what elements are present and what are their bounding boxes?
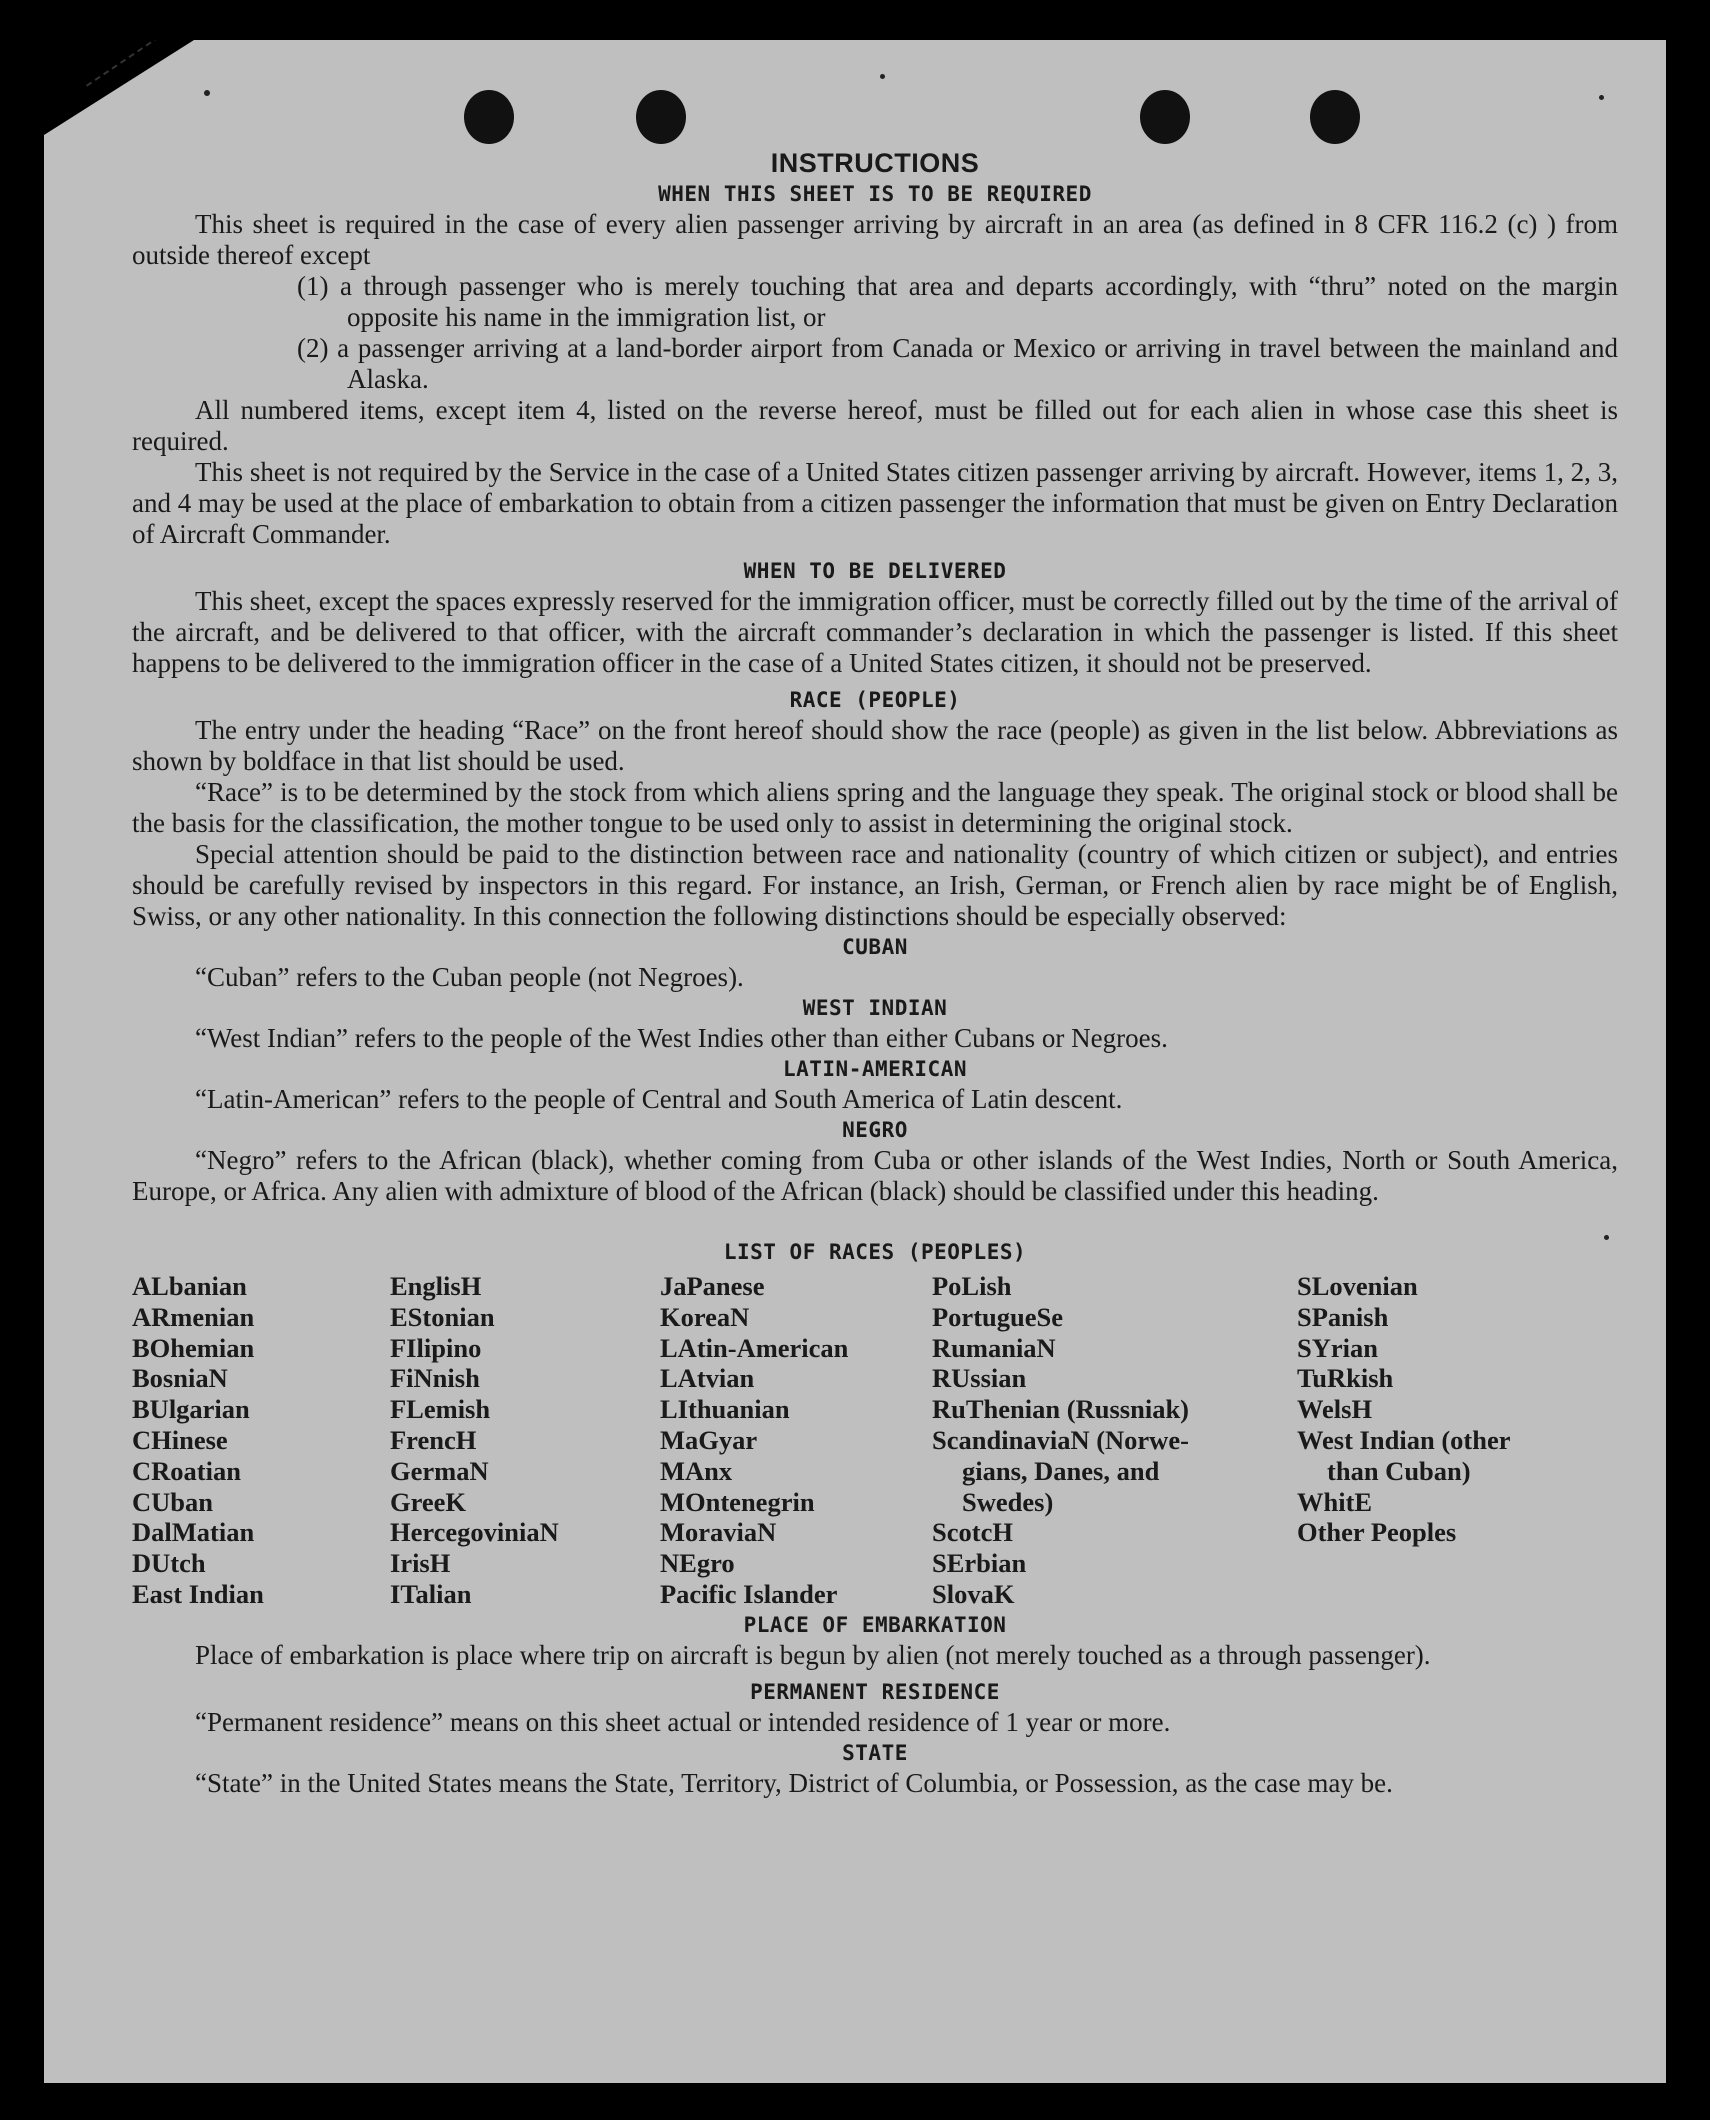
race-entry: SPanish — [1297, 1301, 1389, 1332]
race-entry: Other Peoples — [1297, 1517, 1457, 1548]
race-column — [390, 1271, 660, 1610]
section-title-delivered: WHEN TO BE DELIVERED — [743, 559, 1007, 583]
paragraph: “Permanent residence” means on this sheet actual or intended residence of 1 year or more. — [195, 1706, 1171, 1737]
race-entry: FLemish — [390, 1394, 491, 1425]
section-title-latin-american: LATIN-AMERICAN — [782, 1057, 967, 1081]
paragraph: All numbered items, except item 4, listed on the reverse hereof, must be filled out for each alien in whose case this sheet is required. — [132, 395, 1618, 456]
race-entry: CUban — [132, 1486, 214, 1517]
race-entry: IrisH — [390, 1548, 451, 1579]
race-entry: DUtch — [132, 1548, 206, 1579]
race-entry: BOhemian — [132, 1332, 255, 1363]
race-entry: NEgro — [660, 1548, 735, 1579]
race-entry: SErbian — [932, 1548, 1027, 1579]
race-entry: JaPanese — [660, 1271, 765, 1301]
race-entry: SLovenian — [1297, 1271, 1418, 1301]
section-title-race: RACE (PEOPLE) — [789, 688, 961, 712]
race-column — [132, 1271, 390, 1610]
race-entry: GreeK — [390, 1486, 467, 1517]
race-entry: CHinese — [132, 1424, 228, 1455]
race-entry: CRoatian — [132, 1455, 241, 1486]
race-entry: EnglisH — [390, 1271, 482, 1301]
race-entry: WhitE — [1297, 1486, 1373, 1517]
race-entry: PortugueSe — [932, 1301, 1064, 1332]
list-item: (2) a passenger arriving at a land-border airport from Canada or Mexico or arriving in travel between the mainland and Alaska. — [297, 333, 1618, 394]
race-entry: ScandinaviaN (Norwe- — [932, 1424, 1189, 1455]
speck — [1599, 95, 1604, 100]
race-entry: ALbanian — [132, 1271, 247, 1301]
race-entry: BUlgarian — [132, 1394, 250, 1425]
race-entry: RumaniaN — [932, 1332, 1056, 1363]
paragraph: Place of embarkation is place where trip on aircraft is begun by alien (not merely touched as a through passenger). — [195, 1639, 1431, 1670]
paragraph: “State” in the United States means the State, Territory, District of Columbia, or Possession, as the case may be. — [195, 1767, 1393, 1798]
paragraph: “Race” is to be determined by the stock from which aliens spring and the language they speak. The original stock or blood shall be the basis for the classification, the mother tongue to be used only to assist in determining the original stock. — [132, 777, 1618, 838]
paragraph: “West Indian” refers to the people of the West Indies other than either Cubans or Negroes. — [195, 1023, 1168, 1053]
race-entry: BosniaN — [132, 1363, 228, 1394]
section-title-negro: NEGRO — [842, 1118, 908, 1142]
race-entry: MaGyar — [660, 1424, 758, 1455]
paragraph: This sheet is required in the case of every alien passenger arriving by aircraft in an area (as defined in 8 CFR 116.2 (c) ) from outside thereof except — [132, 209, 1618, 270]
race-entry: East Indian — [132, 1578, 264, 1609]
race-column — [932, 1271, 1297, 1610]
paragraph: Special attention should be paid to the distinction between race and nationality (country of which citizen or subject), and entries should be carefully revised by inspectors in this regard. For instance, an Irish, German, or French alien by race might be of English, Swiss, or any other nationality. In this connection the following distinctions should be especially observed: — [132, 839, 1618, 931]
instructions-body — [132, 106, 1618, 1799]
race-entry: LIthuanian — [660, 1394, 790, 1425]
race-entry: GermaN — [390, 1455, 489, 1486]
race-entry: WelsH — [1297, 1394, 1373, 1425]
race-entry: ARmenian — [132, 1301, 255, 1332]
list-item: (1) a through passenger who is merely touching that area and departs accordingly, with “thru” noted on the margin opposite his name in the immigration list, or — [297, 271, 1618, 332]
section-title-embarkation: PLACE OF EMBARKATION — [743, 1612, 1007, 1637]
race-entry: FIlipino — [390, 1332, 482, 1363]
section-title-cuban: CUBAN — [842, 935, 908, 959]
race-entry: LAtvian — [660, 1363, 755, 1394]
race-entry: FrencH — [390, 1424, 477, 1455]
race-entry: KoreaN — [660, 1301, 750, 1332]
race-entry: gians, Danes, and — [962, 1455, 1160, 1486]
paragraph: This sheet is not required by the Service in the case of a United States citizen passenger arriving by aircraft. However, items 1, 2, 3, and 4 may be used at the place of embarkation to obtain from a citizen passenger the information that must be given on Entry Declaration of Aircraft Commander. — [132, 457, 1619, 549]
race-list — [132, 1271, 1618, 1610]
document-page — [44, 40, 1666, 2083]
race-entry: than Cuban) — [1327, 1455, 1471, 1486]
section-title-required: WHEN THIS SHEET IS TO BE REQUIRED — [658, 182, 1092, 206]
race-column — [1297, 1271, 1597, 1610]
speck — [204, 90, 210, 96]
race-entry: MOntenegrin — [660, 1486, 815, 1517]
speck — [880, 74, 885, 79]
section-title-residence: PERMANENT RESIDENCE — [750, 1679, 1000, 1704]
paragraph: “Latin-American” refers to the people of Central and South America of Latin descent. — [195, 1084, 1123, 1114]
race-entry: FiNnish — [390, 1363, 480, 1394]
race-entry: RuThenian (Russniak) — [932, 1394, 1190, 1425]
race-entry: Swedes) — [962, 1486, 1054, 1517]
race-entry: SYrian — [1297, 1332, 1378, 1363]
race-column — [660, 1271, 932, 1610]
race-entry: DalMatian — [132, 1517, 255, 1548]
race-entry: ITalian — [390, 1578, 472, 1609]
paragraph: “Cuban” refers to the Cuban people (not Negroes). — [195, 962, 744, 992]
race-entry: West Indian (other — [1297, 1424, 1511, 1455]
page-title: INSTRUCTIONS — [770, 148, 980, 178]
race-entry: EStonian — [390, 1301, 495, 1332]
race-list-title: LIST OF RACES (PEOPLES) — [723, 1240, 1027, 1264]
paragraph: The entry under the heading “Race” on the front hereof should show the race (people) as given in the list below. Abbreviations as shown by boldface in that list should be used. — [132, 715, 1618, 776]
race-entry: LAtin-American — [660, 1332, 849, 1363]
race-entry: SlovaK — [932, 1578, 1015, 1609]
race-entry: PoLish — [932, 1271, 1012, 1301]
section-title-west-indian: WEST INDIAN — [802, 996, 948, 1020]
race-entry: Pacific Islander — [660, 1578, 838, 1609]
race-entry: RUssian — [932, 1363, 1027, 1394]
race-entry: ScotcH — [932, 1517, 1013, 1548]
section-title-state: STATE — [842, 1740, 908, 1765]
race-entry: MAnx — [660, 1455, 733, 1486]
race-entry: MoraviaN — [660, 1517, 777, 1548]
race-entry: TuRkish — [1297, 1363, 1394, 1394]
race-entry: HercegoviniaN — [390, 1517, 559, 1548]
paragraph: “Negro” refers to the African (black), whether coming from Cuba or other islands of the West Indies, North or South America, Europe, or Africa. Any alien with admixture of blood of the African (black) should be classified under this heading. — [132, 1145, 1618, 1206]
paragraph: This sheet, except the spaces expressly reserved for the immigration officer, must be correctly filled out by the time of the arrival of the aircraft, and be delivered to that officer, with the aircraft commander’s declaration in which the passenger is listed. If this sheet happens to be delivered to the immigration officer in the case of a United States citizen, it should not be preserved. — [132, 586, 1618, 678]
